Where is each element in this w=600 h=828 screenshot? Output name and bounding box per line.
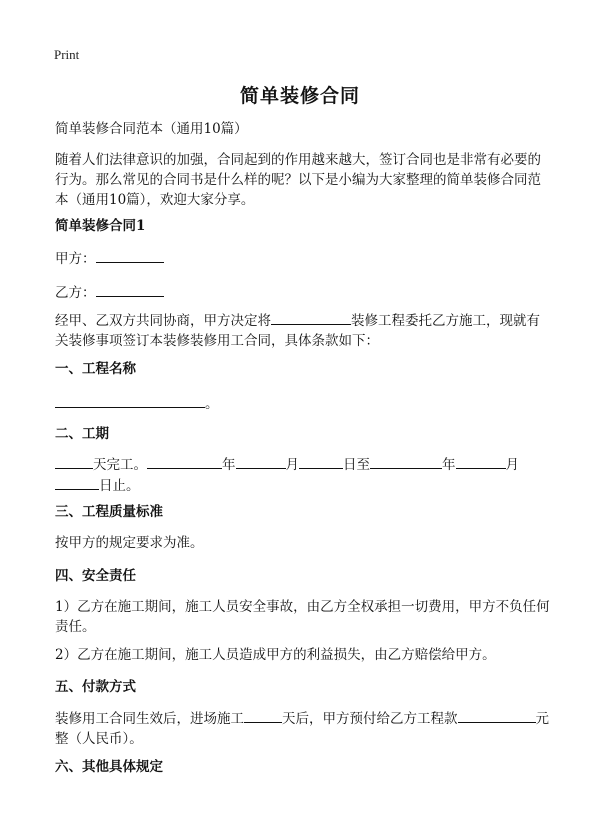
- safety-item-2: 2）乙方在施工期间，施工人员造成甲方的利益损失，由乙方赔偿给甲方。: [55, 647, 496, 663]
- year1-label: 年: [222, 457, 236, 473]
- section-heading-quality: 三、工程质量标准: [55, 504, 163, 520]
- party-b-line: [55, 282, 550, 303]
- month2-blank: [456, 454, 506, 469]
- party-a-blank: [96, 248, 164, 263]
- quality-paragraph: 按甲方的规定要求为准。: [55, 535, 204, 551]
- project-name-line: [55, 393, 550, 414]
- payment-text-1: 装修用工合同生效后，进场施工: [55, 711, 244, 727]
- section-heading-payment: 五、付款方式: [55, 679, 136, 695]
- project-name-end: 。: [205, 396, 219, 412]
- month2-label: 月: [505, 457, 519, 473]
- agreement-paragraph: [55, 310, 550, 351]
- payment-paragraph: [55, 708, 550, 749]
- project-blank: [271, 310, 351, 325]
- year1-blank: [147, 454, 222, 469]
- section-heading-project-name: 一、工程名称: [55, 361, 136, 377]
- year2-label: 年: [442, 457, 456, 473]
- year2-blank: [370, 454, 442, 469]
- day-end-label: 日止。: [99, 478, 140, 494]
- month1-label: 月: [285, 457, 299, 473]
- section-heading-other: 六、其他具体规定: [55, 759, 163, 775]
- document-title: 简单装修合同: [239, 85, 360, 107]
- section-heading-duration: 二、工期: [55, 426, 109, 442]
- contract-heading: 简单装修合同1: [55, 218, 146, 234]
- party-a-line: [55, 248, 550, 269]
- party-a-label: 甲方：: [55, 251, 96, 267]
- days-blank: [55, 454, 93, 469]
- project-name-blank: [55, 393, 205, 408]
- payment-text-2: 天后，甲方预付给乙方工程款: [282, 711, 458, 727]
- safety-item-1: 1）乙方在施工期间，施工人员安全事故，由乙方全权承担一切费用，甲方不负任何责任。: [55, 599, 550, 635]
- agreement-text-1: 经甲、乙双方共同协商，甲方决定将: [55, 313, 271, 329]
- print-link[interactable]: Print: [54, 47, 80, 62]
- agreement-text-2: 装修工程委托乙方施工，现就有关装修事项签订本装修装修用工合同，具体条款如下：: [55, 313, 540, 349]
- day2-blank: [55, 475, 99, 490]
- document-subtitle: 简单装修合同范本（通用10篇）: [55, 121, 248, 137]
- month1-blank: [236, 454, 286, 469]
- day1-blank: [299, 454, 343, 469]
- payment-text-3: 元整（人民币）。: [55, 711, 549, 747]
- party-b-label: 乙方：: [55, 285, 96, 301]
- day-to-label: 日至: [343, 457, 370, 473]
- payment-days-blank: [244, 708, 282, 723]
- party-b-blank: [96, 282, 164, 297]
- intro-paragraph: 随着人们法律意识的加强，合同起到的作用越来越大，签订合同也是非常有必要的行为。那么常见的合同书是什么样的呢？以下是小编为大家整理的简单装修合同范本（通用10篇），欢迎大家分享。: [55, 152, 541, 208]
- days-done-text: 天完工。: [93, 457, 147, 473]
- payment-amount-blank: [458, 708, 536, 723]
- duration-paragraph: [55, 454, 550, 496]
- section-heading-safety: 四、安全责任: [55, 568, 136, 584]
